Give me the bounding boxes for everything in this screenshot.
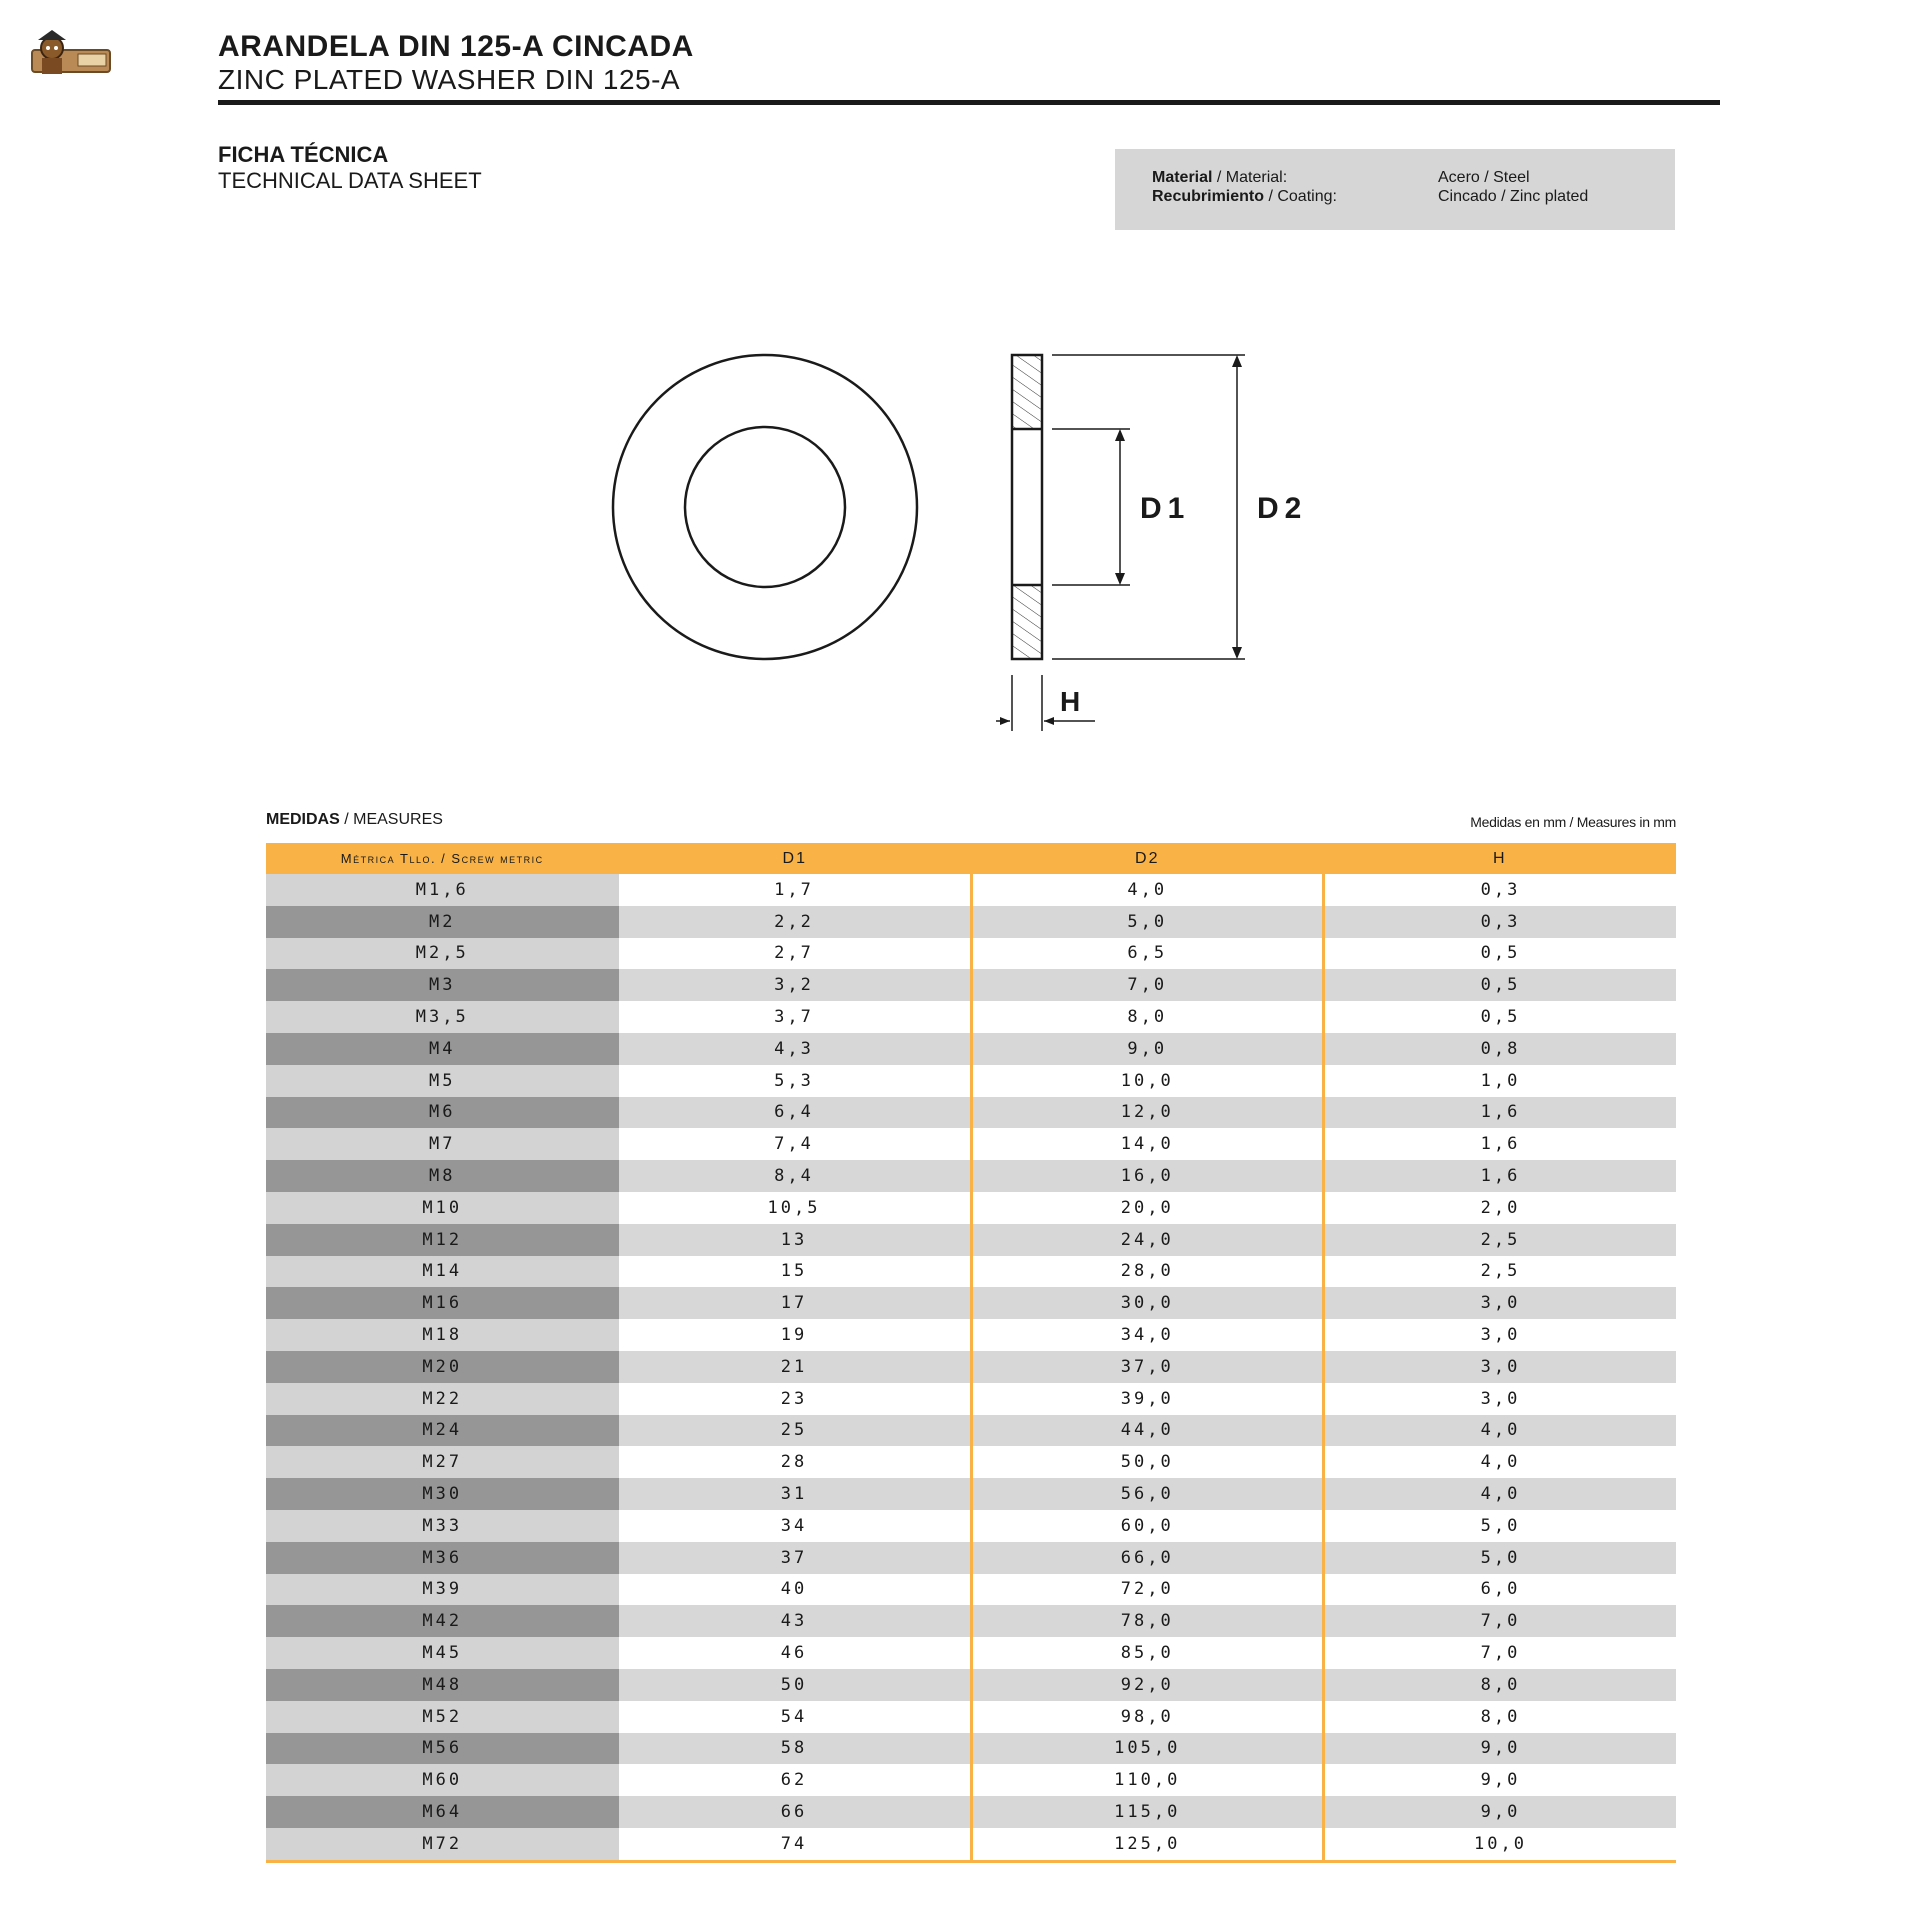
table-row	[266, 1383, 1676, 1415]
d1-cell: 23	[619, 1383, 972, 1415]
d2-cell: 98,0	[971, 1701, 1324, 1733]
h-cell: 7,0	[1324, 1637, 1677, 1669]
spec-material-label	[1152, 168, 1287, 187]
h-cell: 9,0	[1324, 1764, 1677, 1796]
h-cell: 1,6	[1324, 1097, 1677, 1129]
title-english: ZINC PLATED WASHER DIN 125-A	[218, 64, 681, 95]
d2-cell: 34,0	[971, 1319, 1324, 1351]
d1-cell: 25	[619, 1415, 972, 1447]
d2-cell: 9,0	[971, 1033, 1324, 1065]
table-row	[266, 1828, 1676, 1861]
h-cell: 5,0	[1324, 1510, 1677, 1542]
metric-cell: M8	[266, 1160, 619, 1192]
d1-cell: 2,2	[619, 906, 972, 938]
metric-cell: M22	[266, 1383, 619, 1415]
metric-cell: M20	[266, 1351, 619, 1383]
metric-cell: M12	[266, 1224, 619, 1256]
d1-cell: 54	[619, 1701, 972, 1733]
metric-cell: M10	[266, 1192, 619, 1224]
d1-cell: 34	[619, 1510, 972, 1542]
h-cell: 0,3	[1324, 874, 1677, 906]
d1-cell: 19	[619, 1319, 972, 1351]
d2-cell: 7,0	[971, 969, 1324, 1001]
table-row	[266, 1701, 1676, 1733]
table-row	[266, 1160, 1676, 1192]
h-cell: 4,0	[1324, 1478, 1677, 1510]
h-cell: 4,0	[1324, 1415, 1677, 1447]
metric-cell: M18	[266, 1319, 619, 1351]
d1-cell: 28	[619, 1446, 972, 1478]
metric-cell: M48	[266, 1669, 619, 1701]
table-row	[266, 969, 1676, 1001]
d1-cell: 66	[619, 1796, 972, 1828]
metric-cell: M3,5	[266, 1001, 619, 1033]
d1-cell: 1,7	[619, 874, 972, 906]
h-cell: 6,0	[1324, 1574, 1677, 1606]
metric-cell: M6	[266, 1097, 619, 1129]
measures-title	[266, 810, 443, 830]
d2-cell: 39,0	[971, 1383, 1324, 1415]
d2-cell: 5,0	[971, 906, 1324, 938]
table-row	[266, 1351, 1676, 1383]
metric-cell: M3	[266, 969, 619, 1001]
d2-cell: 66,0	[971, 1542, 1324, 1574]
h-cell: 9,0	[1324, 1733, 1677, 1765]
d1-cell: 74	[619, 1828, 972, 1861]
washer-top-view	[613, 355, 917, 659]
table-row	[266, 1415, 1676, 1447]
table-row	[266, 874, 1676, 906]
metric-cell: M14	[266, 1256, 619, 1288]
d1-cell: 8,4	[619, 1160, 972, 1192]
metric-cell: M39	[266, 1574, 619, 1606]
d1-cell: 50	[619, 1669, 972, 1701]
metric-cell: M42	[266, 1605, 619, 1637]
table-row	[266, 906, 1676, 938]
metric-cell: M60	[266, 1764, 619, 1796]
d1-cell: 40	[619, 1574, 972, 1606]
d1-cell: 13	[619, 1224, 972, 1256]
table-row	[266, 1764, 1676, 1796]
d1-cell: 10,5	[619, 1192, 972, 1224]
table-row	[266, 1224, 1676, 1256]
column-header-d2: D2	[971, 843, 1324, 874]
d1-cell: 58	[619, 1733, 972, 1765]
h-cell: 1,0	[1324, 1065, 1677, 1097]
metric-cell: M2	[266, 906, 619, 938]
d1-cell: 4,3	[619, 1033, 972, 1065]
d2-cell: 24,0	[971, 1224, 1324, 1256]
h-cell: 3,0	[1324, 1383, 1677, 1415]
label-d2: D2	[1257, 492, 1308, 525]
d2-cell: 105,0	[971, 1733, 1324, 1765]
table-row	[266, 1001, 1676, 1033]
d1-cell: 17	[619, 1287, 972, 1319]
washer-section-view	[1012, 355, 1042, 659]
d2-cell: 60,0	[971, 1510, 1324, 1542]
table-row	[266, 1256, 1676, 1288]
d2-cell: 10,0	[971, 1065, 1324, 1097]
h-cell: 2,5	[1324, 1256, 1677, 1288]
column-header-h: H	[1324, 843, 1677, 874]
metric-cell: M4	[266, 1033, 619, 1065]
h-cell: 3,0	[1324, 1351, 1677, 1383]
table-row	[266, 1065, 1676, 1097]
table-row	[266, 1319, 1676, 1351]
table-row	[266, 1796, 1676, 1828]
column-header-metric: Métrica Tllo. / Screw metric	[266, 843, 619, 874]
d2-cell: 30,0	[971, 1287, 1324, 1319]
d1-cell: 3,7	[619, 1001, 972, 1033]
label-h: H	[1060, 686, 1081, 717]
d2-cell: 6,5	[971, 938, 1324, 970]
sheet-titles	[218, 142, 482, 194]
d1-cell: 37	[619, 1542, 972, 1574]
h-cell: 0,5	[1324, 938, 1677, 970]
metric-cell: M27	[266, 1446, 619, 1478]
d2-cell: 115,0	[971, 1796, 1324, 1828]
table-header-row	[266, 843, 1676, 874]
units-note: Medidas en mm / Measures in mm	[1470, 814, 1676, 830]
metric-cell: M45	[266, 1637, 619, 1669]
column-header-d1: D1	[619, 843, 972, 874]
table-row	[266, 1192, 1676, 1224]
spec-coating-value: Cincado / Zinc plated	[1438, 188, 1589, 205]
header-titles	[218, 30, 694, 96]
metric-cell: M56	[266, 1733, 619, 1765]
table-row	[266, 1478, 1676, 1510]
sheet-title-english: TECHNICAL DATA SHEET	[218, 168, 482, 193]
table-row	[266, 1287, 1676, 1319]
h-cell: 5,0	[1324, 1542, 1677, 1574]
h-cell: 9,0	[1324, 1796, 1677, 1828]
d1-cell: 3,2	[619, 969, 972, 1001]
spec-coating-label-es: Recubrimiento	[1152, 188, 1265, 205]
h-cell: 0,3	[1324, 906, 1677, 938]
table-row	[266, 1446, 1676, 1478]
table-row	[266, 1669, 1676, 1701]
h-cell: 0,5	[1324, 1001, 1677, 1033]
d2-cell: 85,0	[971, 1637, 1324, 1669]
sheet-title-spanish: FICHA TÉCNICA	[218, 142, 389, 167]
spec-material-label-en: / Material:	[1212, 169, 1288, 186]
table-row	[266, 1733, 1676, 1765]
d2-cell: 56,0	[971, 1478, 1324, 1510]
h-cell: 0,5	[1324, 969, 1677, 1001]
h-cell: 2,5	[1324, 1224, 1677, 1256]
table-row	[266, 1574, 1676, 1606]
spec-box	[1115, 149, 1675, 230]
d2-cell: 50,0	[971, 1446, 1324, 1478]
d1-cell: 7,4	[619, 1128, 972, 1160]
table-row	[266, 1033, 1676, 1065]
brand-logo-icon	[28, 28, 116, 84]
metric-cell: M52	[266, 1701, 619, 1733]
header-divider	[218, 100, 1720, 105]
metric-cell: M2,5	[266, 938, 619, 970]
d2-cell: 8,0	[971, 1001, 1324, 1033]
d2-cell: 20,0	[971, 1192, 1324, 1224]
h-cell: 2,0	[1324, 1192, 1677, 1224]
spec-material-label-es: Material	[1152, 169, 1213, 186]
table-row	[266, 1542, 1676, 1574]
h-cell: 4,0	[1324, 1446, 1677, 1478]
d1-cell: 62	[619, 1764, 972, 1796]
table-row	[266, 938, 1676, 970]
table-row	[266, 1128, 1676, 1160]
d2-cell: 37,0	[971, 1351, 1324, 1383]
table-row	[266, 1637, 1676, 1669]
h-cell: 0,8	[1324, 1033, 1677, 1065]
title-spanish: ARANDELA DIN 125-A CINCADA	[218, 30, 694, 63]
d2-cell: 72,0	[971, 1574, 1324, 1606]
measures-table	[266, 843, 1676, 1863]
metric-cell: M30	[266, 1478, 619, 1510]
d2-cell: 44,0	[971, 1415, 1324, 1447]
h-cell: 3,0	[1324, 1319, 1677, 1351]
spec-coating-label-en: / Coating:	[1264, 188, 1337, 205]
metric-cell: M36	[266, 1542, 619, 1574]
measures-title-es: MEDIDAS	[266, 811, 340, 828]
d1-cell: 31	[619, 1478, 972, 1510]
label-d1: D1	[1140, 492, 1191, 525]
metric-cell: M24	[266, 1415, 619, 1447]
h-cell: 3,0	[1324, 1287, 1677, 1319]
d1-cell: 15	[619, 1256, 972, 1288]
d1-cell: 2,7	[619, 938, 972, 970]
h-cell: 1,6	[1324, 1128, 1677, 1160]
metric-cell: M64	[266, 1796, 619, 1828]
washer-drawing	[600, 345, 1340, 735]
d1-cell: 5,3	[619, 1065, 972, 1097]
metric-cell: M33	[266, 1510, 619, 1542]
table-row	[266, 1605, 1676, 1637]
d2-cell: 16,0	[971, 1160, 1324, 1192]
d2-cell: 12,0	[971, 1097, 1324, 1129]
spec-coating-label	[1152, 187, 1337, 206]
h-cell: 10,0	[1324, 1828, 1677, 1861]
h-cell: 7,0	[1324, 1605, 1677, 1637]
d2-cell: 110,0	[971, 1764, 1324, 1796]
d1-cell: 43	[619, 1605, 972, 1637]
table-row	[266, 1097, 1676, 1129]
h-cell: 8,0	[1324, 1701, 1677, 1733]
d2-cell: 125,0	[971, 1828, 1324, 1861]
d2-cell: 14,0	[971, 1128, 1324, 1160]
d2-cell: 92,0	[971, 1669, 1324, 1701]
d1-cell: 21	[619, 1351, 972, 1383]
table-row	[266, 1510, 1676, 1542]
metric-cell: M5	[266, 1065, 619, 1097]
spec-material-value: Acero / Steel	[1438, 169, 1530, 186]
metric-cell: M72	[266, 1828, 619, 1861]
d2-cell: 4,0	[971, 874, 1324, 906]
measures-title-en: / MEASURES	[339, 811, 443, 828]
metric-cell: M16	[266, 1287, 619, 1319]
metric-cell: M1,6	[266, 874, 619, 906]
d2-cell: 78,0	[971, 1605, 1324, 1637]
d2-cell: 28,0	[971, 1256, 1324, 1288]
h-cell: 1,6	[1324, 1160, 1677, 1192]
measures-table-body	[266, 874, 1676, 1861]
metric-cell: M7	[266, 1128, 619, 1160]
d1-cell: 6,4	[619, 1097, 972, 1129]
d1-cell: 46	[619, 1637, 972, 1669]
h-cell: 8,0	[1324, 1669, 1677, 1701]
